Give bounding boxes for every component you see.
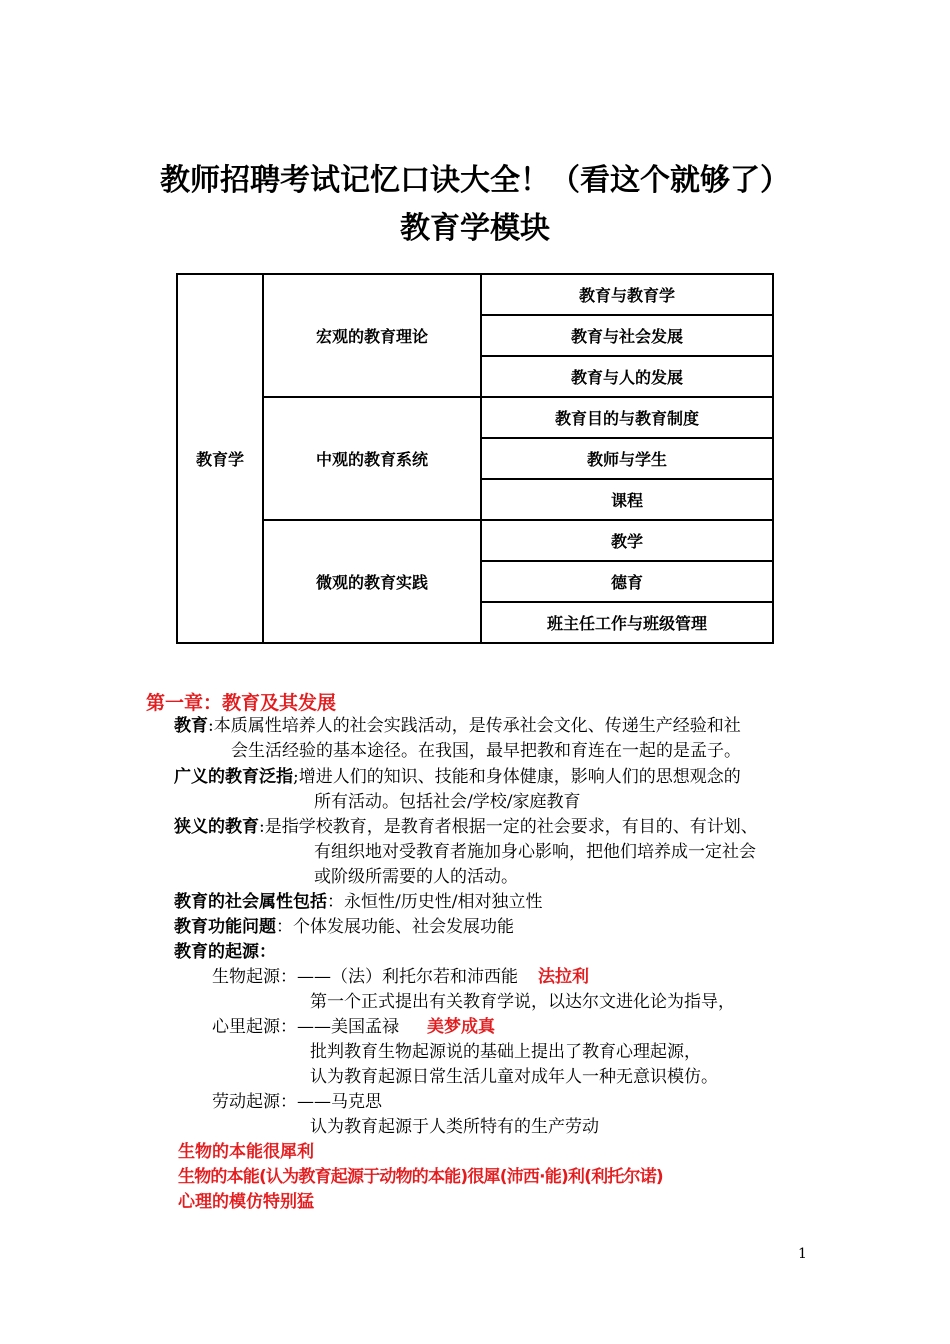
mnemonic-line: 心理的模仿特别猛: [178, 1192, 314, 1212]
origin-label: 生物起源：: [212, 967, 297, 987]
origin-labor: [212, 1090, 382, 1115]
term-label: 狭义的教育: [174, 817, 259, 837]
definition-line: 有组织地对受教育者施加身心影响，把他们培养成一定社会: [314, 842, 756, 862]
origin-value: ——（法）利托尔若和沛西能: [297, 967, 518, 987]
outline-group: 微观的教育实践: [263, 520, 481, 643]
term-label: 教育功能问题: [174, 917, 276, 937]
outline-item: 教育目的与教育制度: [481, 397, 773, 438]
mnemonic: 美梦成真: [427, 1017, 495, 1037]
education-functions: [174, 915, 514, 940]
outline-item: 教育与教育学: [481, 274, 773, 315]
origin-description: 批判教育生物起源说的基础上提出了教育心理起源，: [310, 1042, 701, 1062]
outline-item: 教学: [481, 520, 773, 561]
origin-value: ——马克思: [297, 1092, 382, 1112]
term-colon: ：: [259, 942, 276, 962]
outline-root: 教育学: [177, 274, 263, 643]
origin-label: 心里起源：: [212, 1017, 297, 1037]
definition-text: :是指学校教育，是教育者根据一定的社会要求，有目的、有计划、: [259, 817, 758, 837]
outline-item: 教育与社会发展: [481, 315, 773, 356]
outline-table: [176, 273, 774, 644]
page-number: 1: [798, 1246, 807, 1262]
document-title: 教师招聘考试记忆口诀大全！（看这个就够了）: [160, 163, 790, 198]
origin-description: 认为教育起源日常生活儿童对成年人一种无意识模仿。: [310, 1067, 718, 1087]
definition-narrow: [174, 815, 758, 840]
origin-description: 第一个正式提出有关教育学说，以达尔文进化论为指导，: [310, 992, 735, 1012]
definition-text: ;增进人们的知识、技能和身体健康，影响人们的思想观念的: [293, 767, 741, 787]
definition-text: :本质属性培养人的社会实践活动，是传承社会文化、传递生产经验和社: [208, 716, 741, 736]
outline-item: 德育: [481, 561, 773, 602]
document-subtitle: 教育学模块: [400, 211, 550, 246]
definition-line: 会生活经验的基本途径。在我国，最早把教和育连在一起的是孟子。: [231, 741, 741, 761]
origin-psychological: [212, 1015, 495, 1040]
outline-group: 中观的教育系统: [263, 397, 481, 520]
outline-item: 班主任工作与班级管理: [481, 602, 773, 643]
outline-group: 宏观的教育理论: [263, 274, 481, 397]
origin-value: ——美国孟禄: [297, 1017, 399, 1037]
term-label: 广义的教育泛指: [174, 767, 293, 787]
definition-education: [174, 714, 741, 739]
definition-text: ：永恒性/历史性/相对独立性: [327, 892, 543, 912]
term-label: 教育: [174, 716, 208, 736]
chapter-heading: 第一章：教育及其发展: [146, 692, 337, 714]
definition-broad: [174, 765, 741, 790]
mnemonic-line: 生物的本能(认为教育起源于动物的本能)很犀(沛西·能)利(利托尔诺): [178, 1167, 663, 1187]
mnemonic-line: 生物的本能很犀利: [178, 1142, 314, 1162]
definition-text: ：个体发展功能、社会发展功能: [276, 917, 514, 937]
education-origins: [174, 940, 276, 965]
term-label: 教育的起源: [174, 942, 259, 962]
origin-biological: [212, 965, 589, 990]
origin-label: 劳动起源：: [212, 1092, 297, 1112]
term-label: 教育的社会属性包括: [174, 892, 327, 912]
definition-line: 所有活动。包括社会/学校/家庭教育: [314, 792, 581, 812]
outline-item: 教育与人的发展: [481, 356, 773, 397]
outline-item: 教师与学生: [481, 438, 773, 479]
origin-description: 认为教育起源于人类所特有的生产劳动: [310, 1117, 599, 1137]
outline-item: 课程: [481, 479, 773, 520]
definition-line: 或阶级所需要的人的活动。: [314, 867, 518, 887]
social-attributes: [174, 890, 542, 915]
mnemonic: 法拉利: [538, 967, 589, 987]
